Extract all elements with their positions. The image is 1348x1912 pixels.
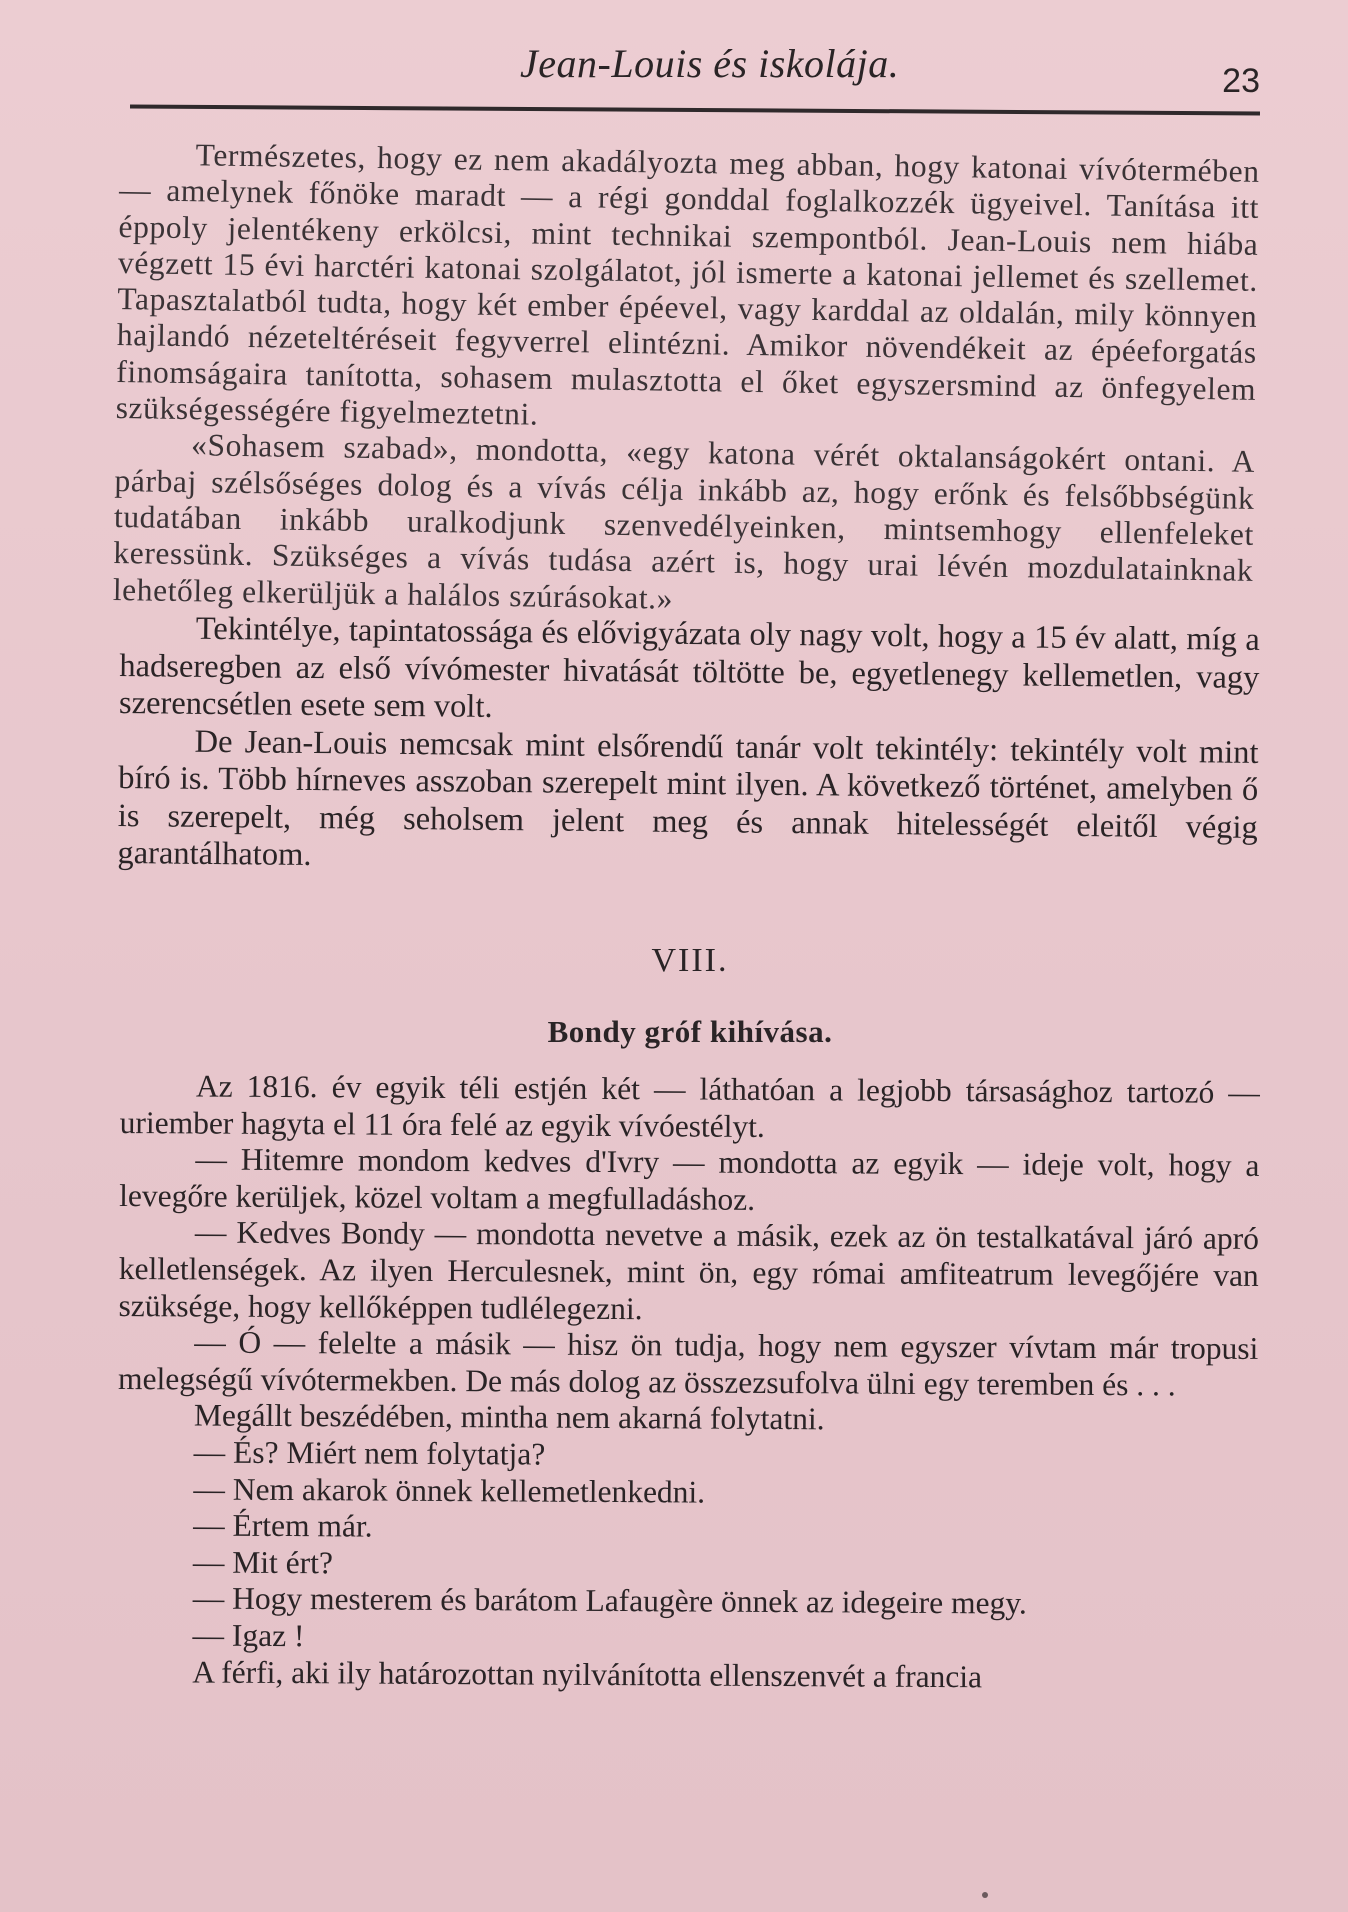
section-title: Bondy gróf kihívása. bbox=[547, 1014, 833, 1050]
paragraph: Az 1816. év egyik téli estjén két — láthatóan a legjobb társasághoz tartozó — uriember hagyta el 11 óra felé az egyik vívóestélyt. bbox=[119, 1068, 1260, 1144]
text-block-authority bbox=[117, 610, 1260, 884]
header-rule bbox=[130, 105, 1260, 116]
text-block-intro bbox=[113, 136, 1260, 626]
dialogue-line: — Értem már. bbox=[193, 1507, 373, 1545]
dialogue-line: — Hogy mesterem és barátom Lafaugère önnek az idegeire megy. bbox=[192, 1581, 1027, 1622]
book-page bbox=[112, 40, 1260, 1695]
ink-speck bbox=[982, 1892, 988, 1898]
dialogue-line: — Hitemre mondom kedves d'Ivry — mondotta az egyik — ideje volt, hogy a levegőre kerüljek, közel voltam a megfulladáshoz. bbox=[119, 1142, 1260, 1218]
paragraph: A férfi, aki ily határozottan nyilvánította ellenszenvét a francia bbox=[192, 1654, 983, 1695]
section-number: VIII. bbox=[651, 942, 729, 980]
paragraph: «Sohasem szabad», mondotta, «egy katona vérét oktalanságokért ontani. A párbaj szélsőséges dolog és a vívás célja inkább az, hogy erőnk és felsőbbségünk tudatában inkább uralkodjunk szenvedélyeinken, mintsemhogy ellenfeleket keressünk. Szükséges a vívás tudása azért is, hogy urai lévén mozdulatainknak lehetőleg elkerüljük a halálos szúrásokat.» bbox=[112, 427, 1256, 616]
dialogue-line: — Igaz ! bbox=[192, 1617, 305, 1654]
paragraph: Természetes, hogy ez nem akadályozta meg abban, hogy katonai vívótermében — amelynek főnöke maradt — a régi gonddal foglalkozzék ügyeivel. Tanítása itt éppoly jelentékeny erkölcsi, mint technikai szempontból. Jean-Louis nem hiába végzett 15 évi harctéri katonai szolgálatot, jól ismerte a katonai jellemet és szellemet. Tapasztalatból tudta, hogy két ember épéevel, vagy karddal az oldalán, mily könnyen hajlandó nézeteltéréseit fegyverrel elintézni. Amikor növendékeit az épéeforgatás finomságaira tanította, sohasem mulasztotta el őket egyszersmind az önfegyelem szükségességére figyelmeztetni. bbox=[115, 137, 1260, 432]
running-header bbox=[120, 40, 1260, 114]
paragraph: De Jean-Louis nemcsak mint elsőrendű tanár volt tekintély: tekintély volt mint bíró is. Több hírneves asszoban szerepelt mint ilyen. A következő történet, amelyben ő is szerepelt, még seholsem jelent meg és annak hitelességét eleitől végig garantálhatom. bbox=[117, 723, 1259, 873]
dialogue-line: — Mit ért? bbox=[192, 1544, 334, 1581]
dialogue-line: — Kedves Bondy — mondotta nevetve a másik, ezek az ön testalkatával járó apró kelletlenségek. Az ilyen Herculesnek, mint ön, egy római amfiteatrum levegőjére van szüksége, hogy kellőképpen tudlélegezni. bbox=[118, 1215, 1260, 1327]
paragraph: Megállt beszédében, mintha nem akarná folytatni. bbox=[193, 1398, 825, 1438]
text-block-story bbox=[116, 1068, 1260, 1697]
page-number: 23 bbox=[1222, 62, 1260, 100]
paragraph: Tekintélye, tapintatossága és elővigyázata oly nagy volt, hogy a 15 év alatt, míg a hadseregben az első vívómester hivatását töltötte be, egyetlenegy kellemetlen, vagy szerencsétlen esete sem volt. bbox=[118, 610, 1260, 725]
running-title: Jean-Louis és iskolája. bbox=[520, 41, 900, 86]
dialogue-line: — Ó — felelte a másik — hisz ön tudja, hogy nem egyszer vívtam már tropusi melegségű vívótermekben. De más dolog az összezsufolva ülni egy teremben és . . . bbox=[117, 1324, 1259, 1403]
dialogue-line: — Nem akarok önnek kellemetlenkedni. bbox=[193, 1471, 706, 1510]
dialogue-line: — És? Miért nem folytatja? bbox=[193, 1434, 546, 1472]
